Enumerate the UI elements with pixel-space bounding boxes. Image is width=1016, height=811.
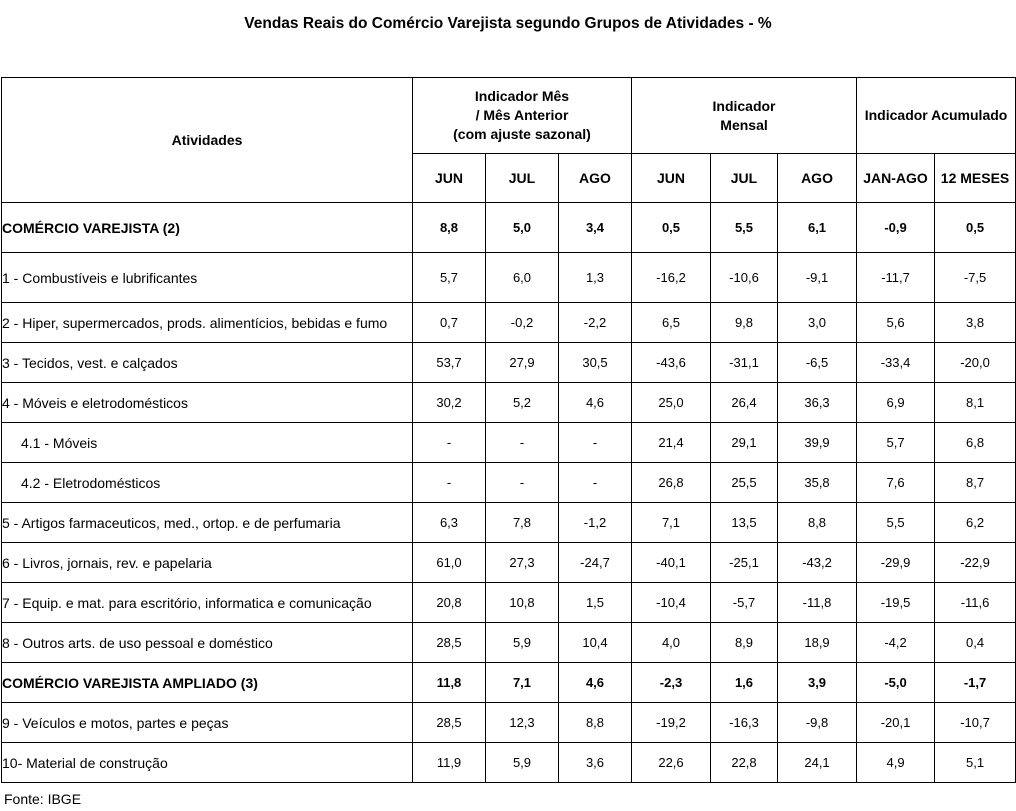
value-cell: 5,9 bbox=[486, 743, 559, 783]
value-cell: 6,5 bbox=[632, 303, 711, 343]
value-cell: -22,9 bbox=[935, 543, 1016, 583]
activity-label: 4 - Móveis e eletrodomésticos bbox=[2, 383, 413, 423]
value-cell: -20,1 bbox=[857, 703, 935, 743]
activity-label: 5 - Artigos farmaceuticos, med., ortop. e de perfumaria bbox=[2, 503, 413, 543]
table-row bbox=[2, 253, 1016, 303]
table-row bbox=[2, 203, 1016, 253]
value-cell: 7,8 bbox=[486, 503, 559, 543]
value-cell: -40,1 bbox=[632, 543, 711, 583]
value-cell: 12,3 bbox=[486, 703, 559, 743]
value-cell: -1,2 bbox=[559, 503, 632, 543]
value-cell: 8,9 bbox=[711, 623, 778, 663]
activity-label: 10- Material de construção bbox=[2, 743, 413, 783]
value-cell: 11,9 bbox=[413, 743, 486, 783]
activity-label: 4.2 - Eletrodomésticos bbox=[2, 463, 413, 503]
value-cell: -43,6 bbox=[632, 343, 711, 383]
value-cell: -11,6 bbox=[935, 583, 1016, 623]
value-cell: -2,2 bbox=[559, 303, 632, 343]
value-cell: 5,6 bbox=[857, 303, 935, 343]
value-cell: 18,9 bbox=[778, 623, 857, 663]
value-cell: -16,3 bbox=[711, 703, 778, 743]
value-cell: 25,0 bbox=[632, 383, 711, 423]
value-cell: -11,7 bbox=[857, 253, 935, 303]
table-row bbox=[2, 543, 1016, 583]
value-cell: 0,4 bbox=[935, 623, 1016, 663]
column-header: AGO bbox=[559, 154, 632, 203]
value-cell: - bbox=[559, 463, 632, 503]
value-cell: 28,5 bbox=[413, 703, 486, 743]
value-cell: 8,7 bbox=[935, 463, 1016, 503]
value-cell: 6,8 bbox=[935, 423, 1016, 463]
column-header: JAN-AGO bbox=[857, 154, 935, 203]
table-body bbox=[2, 203, 1016, 783]
value-cell: 6,2 bbox=[935, 503, 1016, 543]
group-header-accumulated bbox=[857, 78, 1016, 154]
activity-label: 3 - Tecidos, vest. e calçados bbox=[2, 343, 413, 383]
value-cell: 4,6 bbox=[559, 663, 632, 703]
value-cell: -24,7 bbox=[559, 543, 632, 583]
value-cell: -16,2 bbox=[632, 253, 711, 303]
group-header-line: Indicador Acumulado bbox=[864, 107, 1008, 123]
column-header: JUL bbox=[711, 154, 778, 203]
value-cell: - bbox=[486, 463, 559, 503]
value-cell: -2,3 bbox=[632, 663, 711, 703]
value-cell: 0,7 bbox=[413, 303, 486, 343]
value-cell: -19,2 bbox=[632, 703, 711, 743]
value-cell: 30,5 bbox=[559, 343, 632, 383]
group-header-mom bbox=[413, 78, 632, 154]
table-row bbox=[2, 303, 1016, 343]
value-cell: -10,4 bbox=[632, 583, 711, 623]
value-cell: 6,1 bbox=[778, 203, 857, 253]
value-cell: 10,4 bbox=[559, 623, 632, 663]
value-cell: 35,8 bbox=[778, 463, 857, 503]
group-header-monthly bbox=[632, 78, 857, 154]
group-header-line: Mensal bbox=[720, 116, 768, 133]
value-cell: - bbox=[413, 423, 486, 463]
value-cell: 6,9 bbox=[857, 383, 935, 423]
value-cell: 8,8 bbox=[559, 703, 632, 743]
value-cell: 0,5 bbox=[632, 203, 711, 253]
value-cell: 6,3 bbox=[413, 503, 486, 543]
value-cell: 26,8 bbox=[632, 463, 711, 503]
value-cell: 7,1 bbox=[486, 663, 559, 703]
value-cell: 61,0 bbox=[413, 543, 486, 583]
value-cell: -31,1 bbox=[711, 343, 778, 383]
activity-label: 4.1 - Móveis bbox=[2, 423, 413, 463]
value-cell: -9,8 bbox=[778, 703, 857, 743]
activity-label: 9 - Veículos e motos, partes e peças bbox=[2, 703, 413, 743]
value-cell: -20,0 bbox=[935, 343, 1016, 383]
group-header-line: Indicador Mês bbox=[474, 88, 570, 104]
value-cell: 8,8 bbox=[778, 503, 857, 543]
activity-label: 7 - Equip. e mat. para escritório, informatica e comunicação bbox=[2, 583, 413, 623]
table-row bbox=[2, 703, 1016, 743]
value-cell: -43,2 bbox=[778, 543, 857, 583]
column-header: JUN bbox=[632, 154, 711, 203]
value-cell: -6,5 bbox=[778, 343, 857, 383]
value-cell: 1,5 bbox=[559, 583, 632, 623]
activity-label: 8 - Outros arts. de uso pessoal e doméstico bbox=[2, 623, 413, 663]
value-cell: 9,8 bbox=[711, 303, 778, 343]
column-header: 12 MESES bbox=[935, 154, 1016, 203]
value-cell: 5,7 bbox=[413, 253, 486, 303]
value-cell: 5,5 bbox=[711, 203, 778, 253]
value-cell: 36,3 bbox=[778, 383, 857, 423]
value-cell: - bbox=[413, 463, 486, 503]
value-cell: 5,9 bbox=[486, 623, 559, 663]
value-cell: -25,1 bbox=[711, 543, 778, 583]
activity-label: COMÉRCIO VAREJISTA AMPLIADO (3) bbox=[2, 663, 413, 703]
value-cell: 28,5 bbox=[413, 623, 486, 663]
value-cell: 8,1 bbox=[935, 383, 1016, 423]
value-cell: -5,0 bbox=[857, 663, 935, 703]
value-cell: 3,0 bbox=[778, 303, 857, 343]
value-cell: 5,5 bbox=[857, 503, 935, 543]
value-cell: 24,1 bbox=[778, 743, 857, 783]
value-cell: -29,9 bbox=[857, 543, 935, 583]
column-header: JUN bbox=[413, 154, 486, 203]
value-cell: 5,0 bbox=[486, 203, 559, 253]
value-cell: 3,8 bbox=[935, 303, 1016, 343]
source-note: Fonte: IBGE bbox=[4, 791, 82, 807]
value-cell: -0,9 bbox=[857, 203, 935, 253]
value-cell: -11,8 bbox=[778, 583, 857, 623]
table-row bbox=[2, 743, 1016, 783]
group-header-line: (com ajuste sazonal) bbox=[453, 126, 591, 142]
value-cell: 5,2 bbox=[486, 383, 559, 423]
table-row bbox=[2, 503, 1016, 543]
value-cell: 22,6 bbox=[632, 743, 711, 783]
activity-label: COMÉRCIO VAREJISTA (2) bbox=[2, 203, 413, 253]
table-row bbox=[2, 663, 1016, 703]
value-cell: -10,7 bbox=[935, 703, 1016, 743]
value-cell: 21,4 bbox=[632, 423, 711, 463]
value-cell: -0,2 bbox=[486, 303, 559, 343]
value-cell: 27,3 bbox=[486, 543, 559, 583]
table-row bbox=[2, 463, 1016, 503]
value-cell: 5,7 bbox=[857, 423, 935, 463]
value-cell: - bbox=[559, 423, 632, 463]
activity-label: 2 - Hiper, supermercados, prods. alimentícios, bebidas e fumo bbox=[2, 303, 413, 343]
value-cell: 11,8 bbox=[413, 663, 486, 703]
value-cell: -5,7 bbox=[711, 583, 778, 623]
value-cell: 3,6 bbox=[559, 743, 632, 783]
value-cell: 0,5 bbox=[935, 203, 1016, 253]
value-cell: 27,9 bbox=[486, 343, 559, 383]
value-cell: 25,5 bbox=[711, 463, 778, 503]
value-cell: 30,2 bbox=[413, 383, 486, 423]
value-cell: 7,6 bbox=[857, 463, 935, 503]
table-row bbox=[2, 343, 1016, 383]
group-header-row bbox=[2, 78, 1016, 154]
value-cell: 8,8 bbox=[413, 203, 486, 253]
value-cell: 5,1 bbox=[935, 743, 1016, 783]
value-cell: 1,6 bbox=[711, 663, 778, 703]
value-cell: 6,0 bbox=[486, 253, 559, 303]
column-header: AGO bbox=[778, 154, 857, 203]
value-cell: -1,7 bbox=[935, 663, 1016, 703]
value-cell: 3,9 bbox=[778, 663, 857, 703]
table-row bbox=[2, 423, 1016, 463]
column-header: JUL bbox=[486, 154, 559, 203]
table-header bbox=[2, 78, 1016, 203]
value-cell: - bbox=[486, 423, 559, 463]
value-cell: -33,4 bbox=[857, 343, 935, 383]
activities-header: Atividades bbox=[2, 78, 413, 203]
value-cell: 4,6 bbox=[559, 383, 632, 423]
value-cell: 1,3 bbox=[559, 253, 632, 303]
value-cell: 13,5 bbox=[711, 503, 778, 543]
value-cell: 22,8 bbox=[711, 743, 778, 783]
group-header-line: / Mês Anterior bbox=[475, 107, 569, 123]
table-row bbox=[2, 583, 1016, 623]
sales-table bbox=[1, 77, 1016, 783]
value-cell: 53,7 bbox=[413, 343, 486, 383]
value-cell: 39,9 bbox=[778, 423, 857, 463]
value-cell: -10,6 bbox=[711, 253, 778, 303]
table-row bbox=[2, 383, 1016, 423]
page-title: Vendas Reais do Comércio Varejista segundo Grupos de Atividades - % bbox=[244, 15, 772, 32]
value-cell: -7,5 bbox=[935, 253, 1016, 303]
value-cell: 10,8 bbox=[486, 583, 559, 623]
table-row bbox=[2, 623, 1016, 663]
value-cell: -19,5 bbox=[857, 583, 935, 623]
value-cell: -4,2 bbox=[857, 623, 935, 663]
value-cell: 7,1 bbox=[632, 503, 711, 543]
group-header-line: Indicador bbox=[712, 97, 776, 114]
value-cell: 4,0 bbox=[632, 623, 711, 663]
value-cell: -9,1 bbox=[778, 253, 857, 303]
activity-label: 6 - Livros, jornais, rev. e papelaria bbox=[2, 543, 413, 583]
value-cell: 3,4 bbox=[559, 203, 632, 253]
value-cell: 20,8 bbox=[413, 583, 486, 623]
value-cell: 4,9 bbox=[857, 743, 935, 783]
activity-label: 1 - Combustíveis e lubrificantes bbox=[2, 253, 413, 303]
value-cell: 29,1 bbox=[711, 423, 778, 463]
value-cell: 26,4 bbox=[711, 383, 778, 423]
